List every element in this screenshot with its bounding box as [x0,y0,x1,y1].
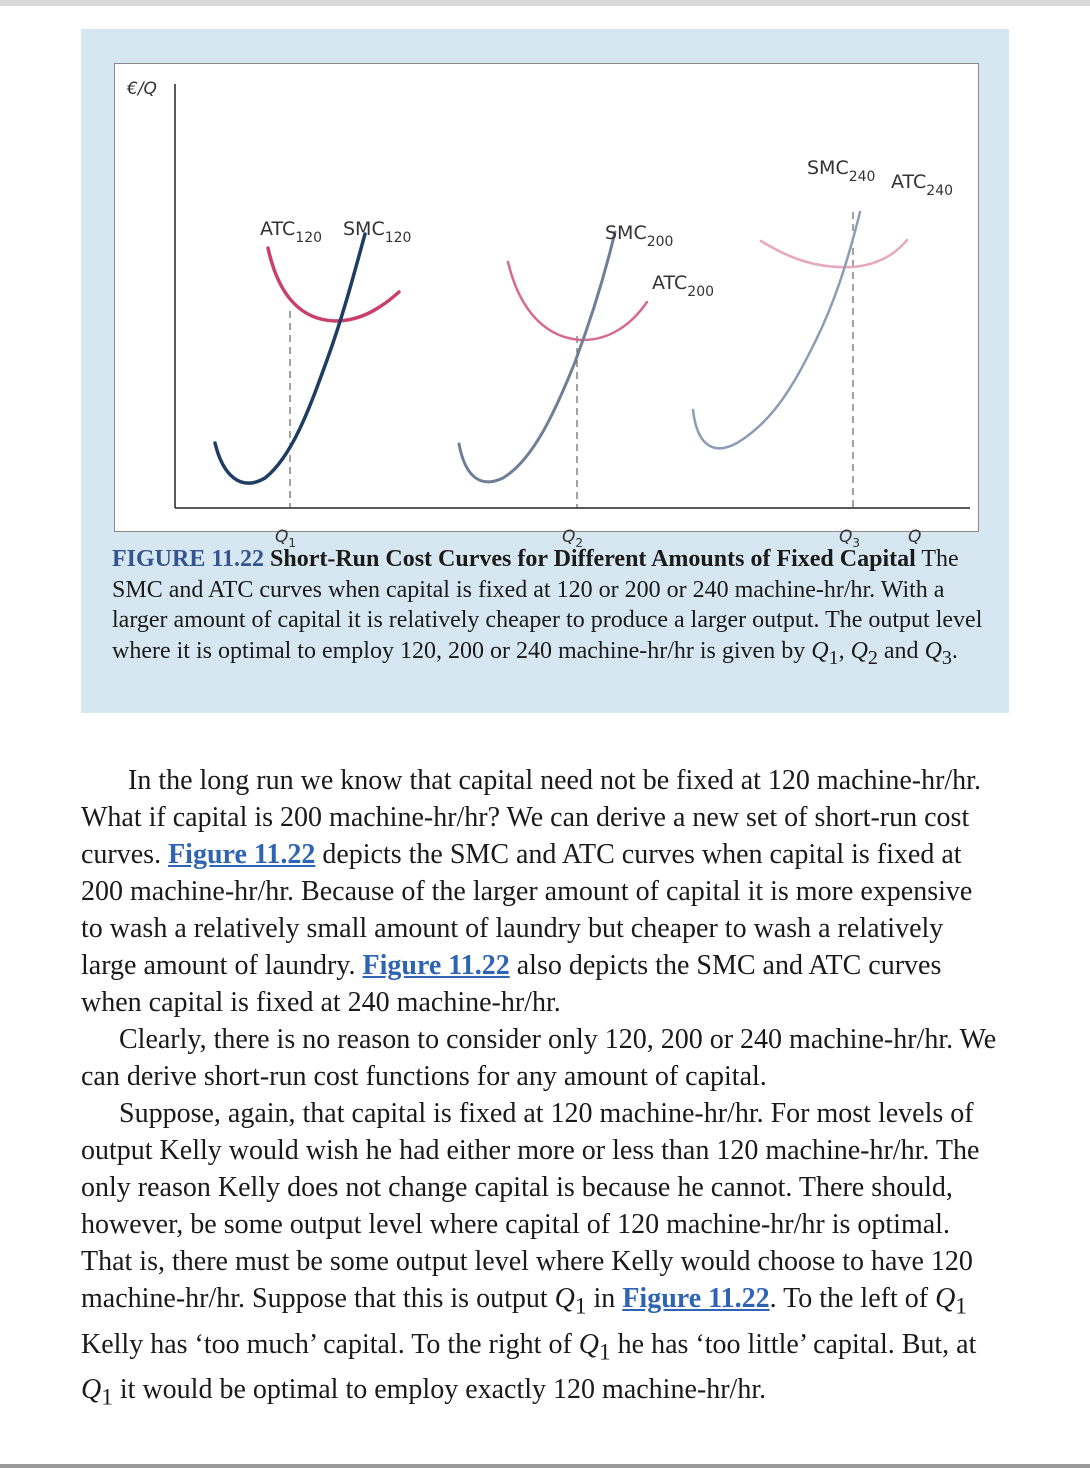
paragraph-3-q1-sub: 1 [574,1293,587,1320]
q2-label: $Q_2$ [562,527,584,550]
paragraph-3-text-b: . To the left of [769,1283,936,1314]
paragraph-1-text-c: also depicts the SMC and ATC curves when capital is fixed at 240 machine-hr/hr. [81,950,942,1018]
smc200-curve [459,232,615,482]
atc200-label: $ATC_{200}$ [652,272,715,300]
paragraph-2: Clearly, there is no reason to consider only 120, 200 or 240 machine-hr/hr. We can derive short-run cost functions for any amount of capital. [81,1024,997,1092]
caption-q2: Q [850,637,868,664]
caption-q3-sub: 3 [941,646,952,669]
atc120-curve [268,248,399,321]
smc120-label: $SMC_{120}$ [343,218,412,246]
bottom-border [0,1464,1090,1468]
figure-link-3[interactable]: Figure 11.22 [622,1283,770,1314]
q3-label: $Q_3$ [839,527,861,550]
paragraph-3 [81,1095,1001,1417]
paragraph-3-q1-c-sub: 1 [599,1339,611,1366]
paragraph-3-q1-b-sub: 1 [955,1293,967,1320]
figure-link-2[interactable]: Figure 11.22 [362,950,510,981]
top-border [0,0,1090,6]
paragraph-3-text-e: it would be optimal to employ exactly 120 machine-hr/hr. [112,1374,767,1406]
y-axis-label: €/Q [127,79,157,99]
figure-number: FIGURE 11.22 [112,546,265,572]
paragraph-3-q1: Q [554,1283,575,1314]
paragraph-3-text-a: Suppose, again, that capital is fixed at 120 machine-hr/hr. For most levels of output Kelly would wish he had either more or less than 120 machine-hr/hr. The only reason Kelly does not change capital is because he cannot. There should, however, be some output level where capital of 120 machine-hr/hr is optimal. That is, there must be some output level where Kelly would choose to have 120 machine-hr/hr. Suppose that this is output [81,1098,980,1314]
smc120-curve [215,234,365,483]
caption-text: The SMC and ATC curves when capital is fixed at 120 or 200 or 240 machine-hr/hr. With a larger amount of capital it is relatively cheaper to produce a larger output. The output level where it is optimal to employ 120, 200 or 240 machine-hr/hr is given by [112,546,983,664]
paragraph-3-text-d: he has ‘too little’ capital. But, at [610,1328,977,1360]
atc240-label: $ATC_{240}$ [891,171,954,199]
figure-link-1[interactable]: Figure 11.22 [168,839,316,870]
smc240-curve [693,212,860,448]
paragraph-1 [81,762,1001,1021]
caption-q1-sub: 1 [828,646,839,669]
paragraph-1-text-b: depicts the SMC and ATC curves when capital is fixed at 200 machine-hr/hr. Because of the larger amount of capital it is more expensive to wash a relatively small amount of laundry but cheaper to wash a relatively large amount of laundry. [81,839,973,981]
atc240-curve [761,240,907,267]
q1-label: $Q_1$ [275,527,297,550]
paragraph-3-q1-c: Q [578,1328,599,1360]
paragraph-3-q1-d: Q [81,1374,102,1406]
figure-caption [112,544,992,673]
caption-q2-sub: 2 [867,646,878,669]
x-axis-label: Q [908,527,922,547]
figure-title: Short-Run Cost Curves for Different Amounts of Fixed Capital [270,546,916,572]
paragraph-3-q1-b: Q [935,1283,956,1314]
paragraph-3-q1-d-sub: 1 [101,1384,113,1411]
paragraph-1-text-a: In the long run we know that capital need not be fixed at 120 machine-hr/hr. What if capital is 200 machine-hr/hr? We can derive a new set of short-run cost curves. [81,765,981,870]
smc200-label: $SMC_{200}$ [605,222,674,250]
caption-q3: Q [924,637,942,664]
caption-end: . [951,637,958,664]
caption-and: and [877,637,925,664]
smc240-label: $SMC_{240}$ [807,157,876,185]
caption-sep: , [838,637,851,664]
paragraph-3-text-c: Kelly has ‘too much’ capital. To the right of [81,1328,579,1360]
cost-curves-svg [115,64,980,550]
body-text [81,762,1001,1417]
paragraph-3-text-in: in [586,1283,623,1314]
atc200-curve [508,262,647,340]
figure-panel [81,29,1009,713]
atc120-label: $ATC_{120}$ [260,218,323,246]
cost-curves-diagram [114,63,979,550]
caption-q1: Q [811,637,829,664]
